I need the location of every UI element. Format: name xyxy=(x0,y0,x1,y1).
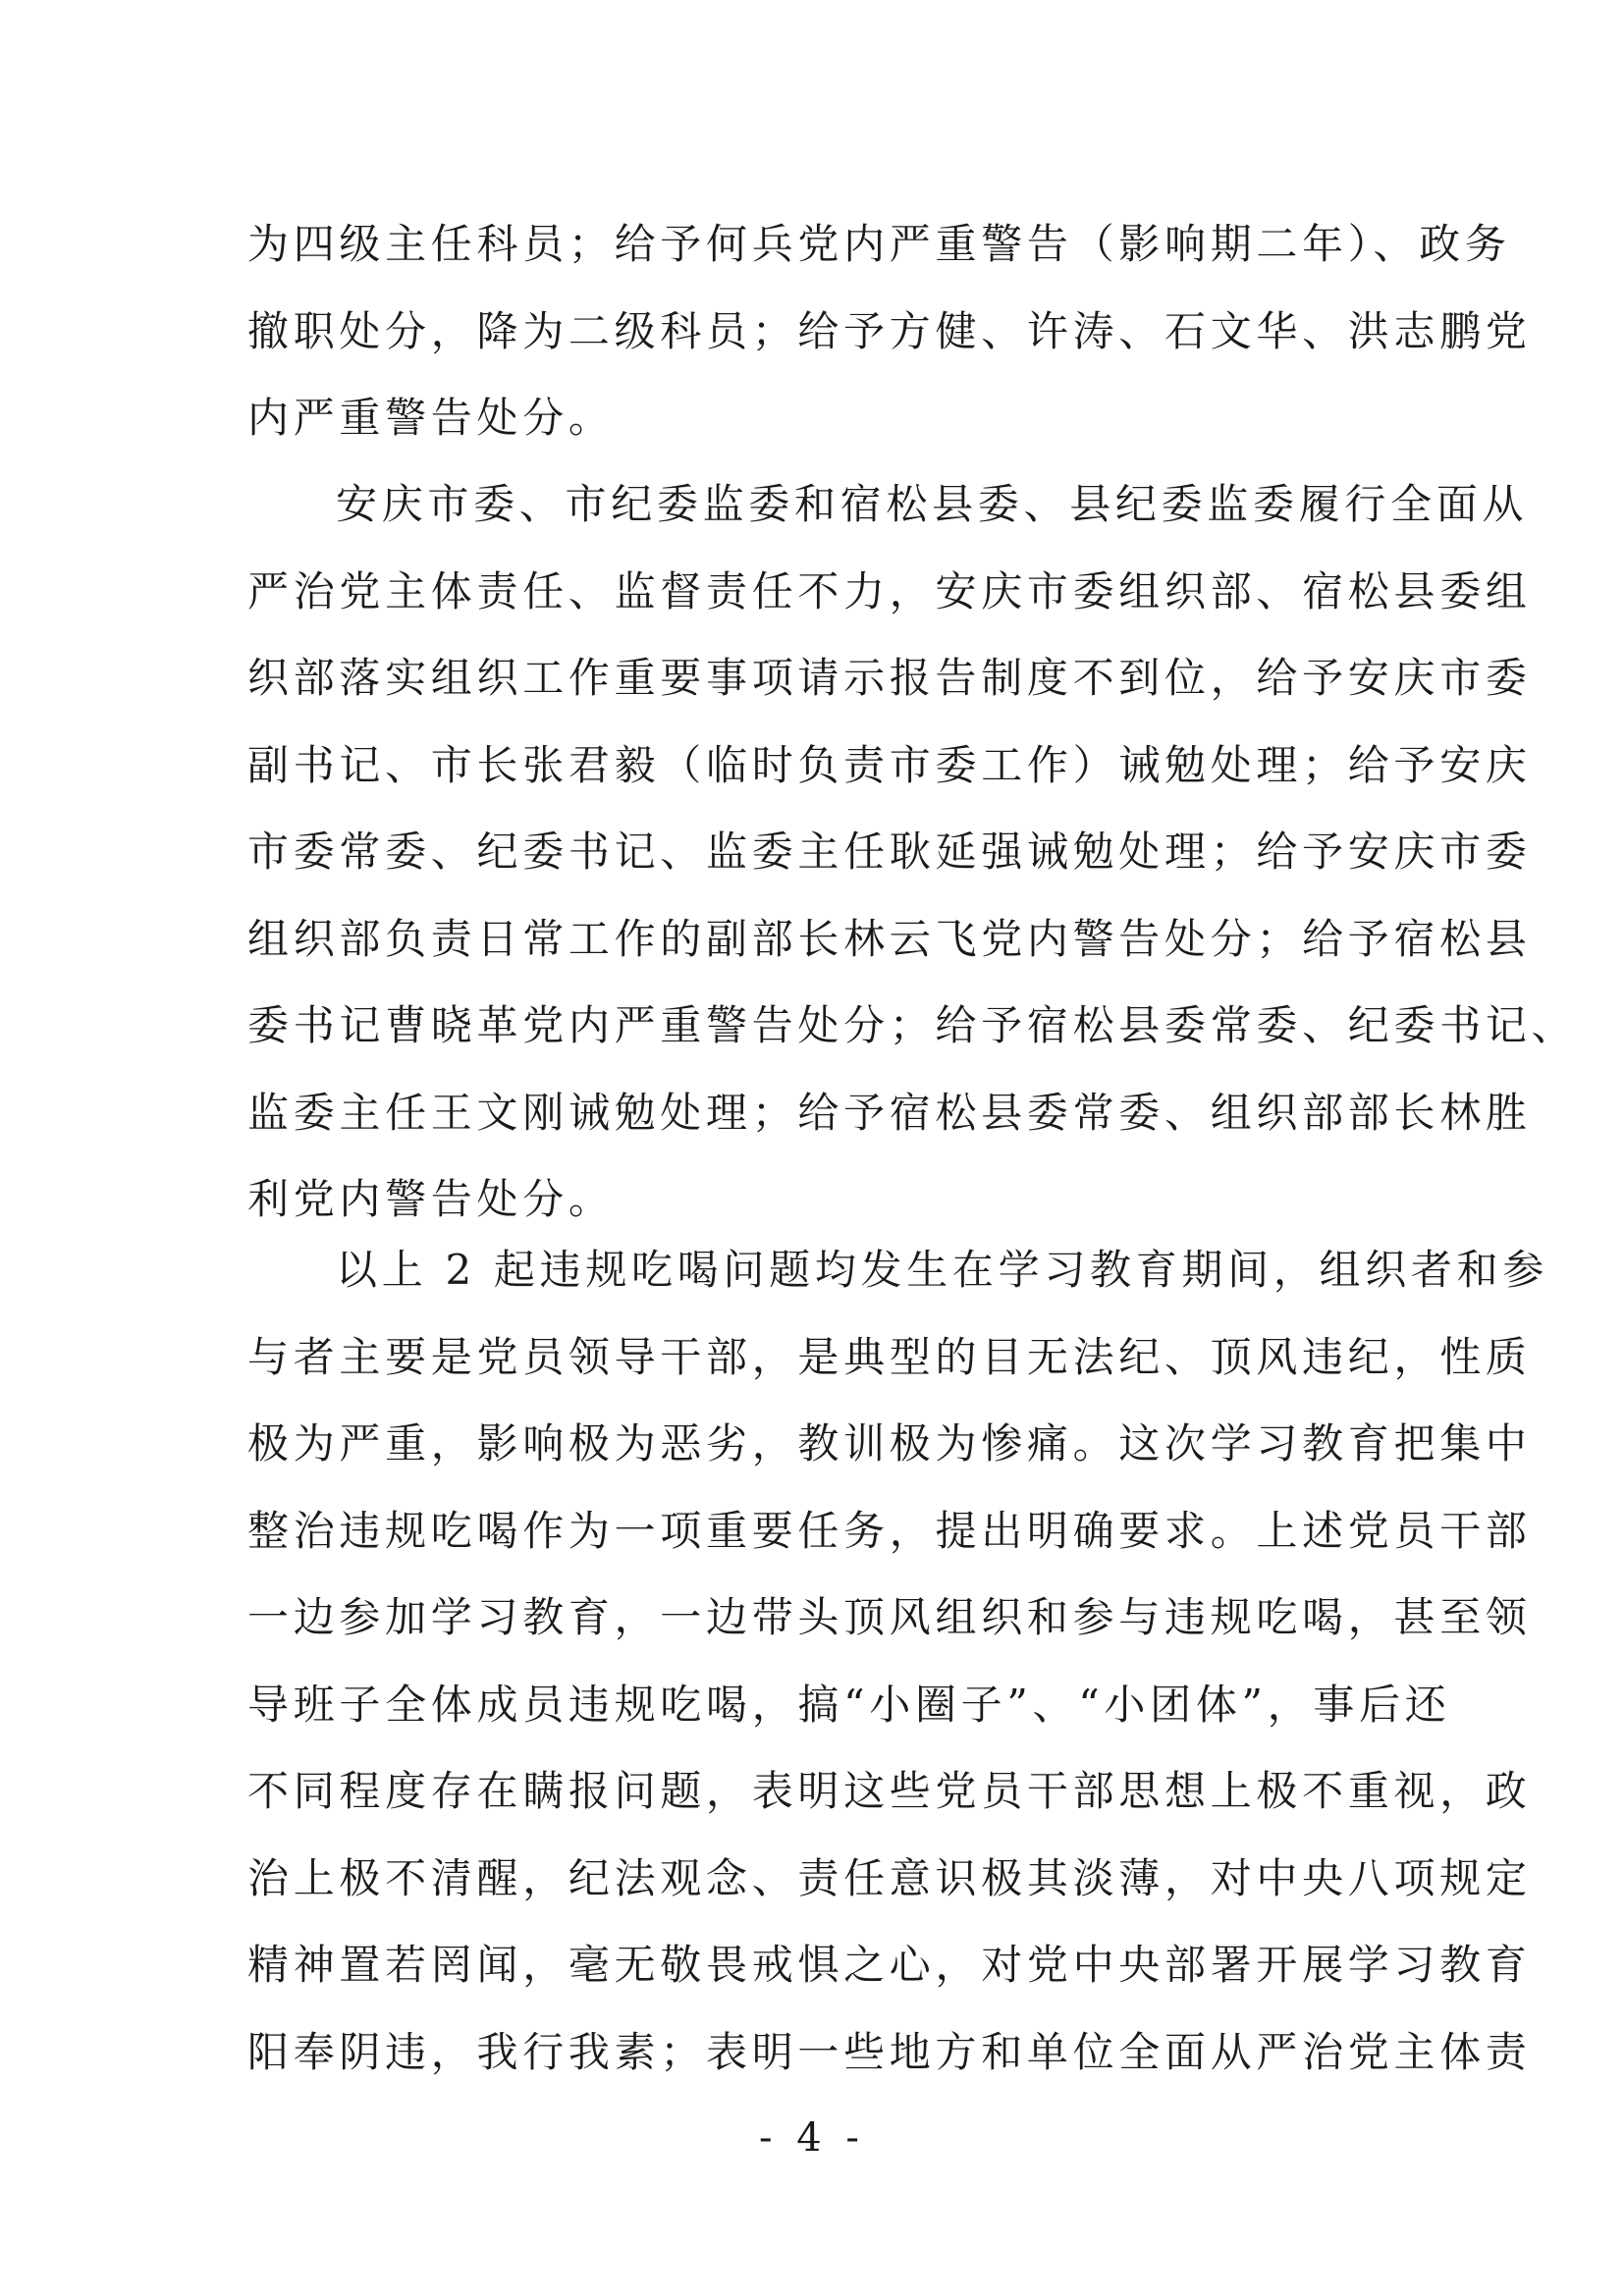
paragraph-line: 组织部负责日常工作的副部长林云飞党内警告处分；给予宿松县 xyxy=(247,914,1532,963)
paragraph-accountability xyxy=(247,461,1578,1244)
paragraph-line: 撤职处分，降为二级科员；给予方健、许涛、石文华、洪志鹏党 xyxy=(247,306,1532,355)
paragraph-line: 导班子全体成员违规吃喝，搞“小圈子”、“小团体”，事后还 xyxy=(247,1680,1451,1729)
paragraph-line: 副书记、市长张君毅（临时负责市委工作）诫勉处理；给予安庆 xyxy=(247,740,1532,789)
paragraph-line: 阳奉阴违，我行我素；表明一些地方和单位全面从严治党主体责 xyxy=(247,2027,1532,2076)
paragraph-line: 安庆市委、市纪委监委和宿松县委、县纪委监委履行全面从 xyxy=(336,480,1529,528)
paragraph-line: 不同程度存在瞒报问题，表明这些党员干部思想上极不重视，政 xyxy=(247,1767,1532,1815)
paragraph-line: 一边参加学习教育，一边带头顶风组织和参与违规吃喝，甚至领 xyxy=(247,1593,1532,1641)
paragraph-line: 治上极不清醒，纪法观念、责任意识极其淡薄，对中央八项规定 xyxy=(247,1853,1532,1902)
paragraph-line: 极为严重，影响极为恶劣，教训极为惨痛。这次学习教育把集中 xyxy=(247,1419,1532,1468)
paragraph-line: 为四级主任科员；给予何兵党内严重警告（影响期二年）、政务 xyxy=(247,220,1511,268)
paragraph-line: 以上 2 起违规吃喝问题均发生在学习教育期间，组织者和参 xyxy=(336,1246,1549,1294)
page-number: - 4 - xyxy=(759,2115,865,2161)
paragraph-continuation xyxy=(247,201,1532,462)
paragraph-line: 市委常委、纪委书记、监委主任耿延强诫勉处理；给予安庆市委 xyxy=(247,828,1532,876)
paragraph-line: 利党内警告处分。 xyxy=(247,1175,615,1223)
paragraph-line: 精神置若罔闻，毫无敬畏戒惧之心，对党中央部署开展学习教育 xyxy=(247,1941,1532,1989)
paragraph-line: 与者主要是党员领导干部，是典型的目无法纪、顶风违纪，性质 xyxy=(247,1332,1532,1381)
paragraph-line: 委书记曹晓革党内严重警告处分；给予宿松县委常委、纪委书记、 xyxy=(247,1001,1578,1049)
paragraph-line: 整治违规吃喝作为一项重要任务，提出明确要求。上述党员干部 xyxy=(247,1506,1532,1555)
paragraph-analysis xyxy=(247,1227,1549,2096)
paragraph-line: 监委主任王文刚诫勉处理；给予宿松县委常委、组织部部长林胜 xyxy=(247,1088,1532,1137)
paragraph-line: 织部落实组织工作重要事项请示报告制度不到位，给予安庆市委 xyxy=(247,654,1532,702)
paragraph-line: 内严重警告处分。 xyxy=(247,394,615,442)
paragraph-line: 严治党主体责任、监督责任不力，安庆市委组织部、宿松县委组 xyxy=(247,566,1532,615)
